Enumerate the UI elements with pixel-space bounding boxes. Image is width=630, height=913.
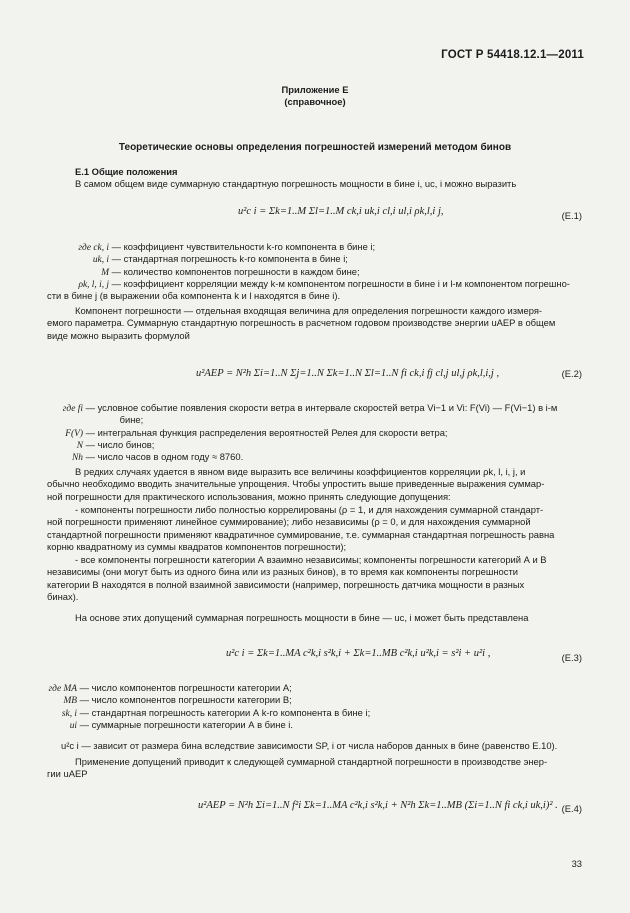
application-paragraph: Применение допущений приводит к следующей суммарной стандартной погрешности в производстве энер- гии uAEP [47, 756, 548, 780]
definition-row: ui — суммарные погрешности категории А в бине i. [69, 718, 293, 731]
definition-row: где fi — условное событие появления скорости ветра в интервале скоростей ветра Vi−1 и Vi: F(Vi) — F(Vi−1) в i-м [62, 402, 558, 414]
intro-paragraph: В самом общем виде суммарную стандартную погрешность мощности в бине i, uc, i можно выразить [75, 178, 517, 189]
definition-row: sk, i — стандартная погрешность категории А k-го компонента в бине i; [61, 706, 371, 719]
definition-continuation: сти в бине j (в выражении оба компонента k и l находятся в бине i). [47, 290, 341, 302]
assumption-bullet-1: - компоненты погрешности либо полностью коррелированы (ρ = 1, и для нахождения суммарной стандарт- ной погрешности применяют линейное суммирование); либо независимы (ρ = 0, и для нахождения суммарной стандартной погрешности применяют квадратичное суммирование, т.е. суммарная стандартная погрешность равна корню квадратному из суммы квадратов компонентов погрешности); [47, 504, 555, 552]
section-title: Теоретические основы определения погрешностей измерений методом бинов [118, 142, 512, 153]
page-number: 33 [571, 858, 582, 869]
dependency-paragraph: u²c i — зависит от размера бина вследствие зависимости SP, i от числа наборов данных в бине (равенство Е.10). [61, 740, 558, 751]
equation-e2: u²AEP = N²h Σi=1..N Σj=1..N Σk=1..N Σl=1..N fi ck,i fj cl,j ul,j ρk,l,i,j , [196, 368, 500, 379]
definition-row: F(V) — интегральная функция распределения вероятностей Релея для скорости ветра; [65, 426, 448, 439]
basis-paragraph: На основе этих допущений суммарная погрешность мощности в бине — uc, i может быть представлена [75, 612, 529, 623]
definition-row: MB — число компонентов погрешности категории В; [63, 694, 292, 707]
equation-e3-number: (Е.3) [561, 652, 582, 663]
definitions-e2 [47, 402, 587, 463]
definitions-e3 [47, 682, 587, 731]
appendix-title: Приложение Е [281, 84, 349, 95]
component-paragraph: Компонент погрешности — отдельная входящая величина для определения погрешности каждого измеря- емого параметра. Суммарную стандартную погрешность в расчетном годовом производстве энергии uAEP в общем виде можно выразить формулой [47, 305, 556, 341]
definition-row: где MA — число компонентов погрешности категории А; [48, 682, 292, 694]
equation-e2-number: (Е.2) [561, 368, 582, 379]
standard-header: ГОСТ Р 54418.12.1—2011 [441, 49, 584, 61]
equation-e1-number: (Е.1) [561, 210, 582, 221]
subsection-heading: Е.1 Общие положения [75, 166, 178, 177]
appendix-subtitle: (справочное) [284, 96, 346, 107]
definition-row: где ck, i — коэффициент чувствительности k-го компонента в бине i; [78, 241, 376, 253]
definition-row: ρk, l, i, j — коэффициент корреляции между k-м компонентом погрешности в бине i и l-м компонентом погрешно- [78, 277, 570, 290]
definition-row: бине; [119, 414, 144, 426]
definitions-e1 [47, 241, 587, 302]
definition-row: Nh — число часов в одном году ≈ 8760. [72, 451, 244, 464]
definition-row: uk, i — стандартная погрешность k-го компонента в бине i; [92, 253, 348, 266]
definition-row: N — число бинов; [76, 438, 155, 451]
assumption-bullet-2: - все компоненты погрешности категории А взаимно независимы; компоненты погрешности категорий А и В независимы (они могут быть из одного бина или из разных бинов), в то время как компоненты погрешности категории В находятся в полной взаимной зависимости (например, погрешность датчика мощности в разных бинах). [47, 554, 547, 602]
equation-e4-number: (Е.4) [561, 803, 582, 814]
equation-e4: u²AEP = N²h Σi=1..N f²i Σk=1..MA c²k,i s²k,i + N²h Σk=1..MB (Σi=1..N fi ck,i uk,i)² . [198, 800, 558, 811]
rare-cases-paragraph: В редких случаях удается в явном виде выразить все величины коэффициентов корреляции ρk, l, i, j, и обычно необходимо вводить значительные упрощения. Чтобы упростить выше приведенные выражения суммар- ной погрешности для практического использования, можно принять следующие допущения: [47, 466, 545, 502]
equation-e3: u²c i = Σk=1..MA c²k,i s²k,i + Σk=1..MB c²k,i u²k,i = s²i + u²i , [226, 648, 491, 659]
definition-row: M — количество компонентов погрешности в каждом бине; [101, 265, 360, 278]
equation-e1: u²c i = Σk=1..M Σl=1..M ck,i uk,i cl,i ul,i ρk,l,i j, [238, 206, 444, 217]
